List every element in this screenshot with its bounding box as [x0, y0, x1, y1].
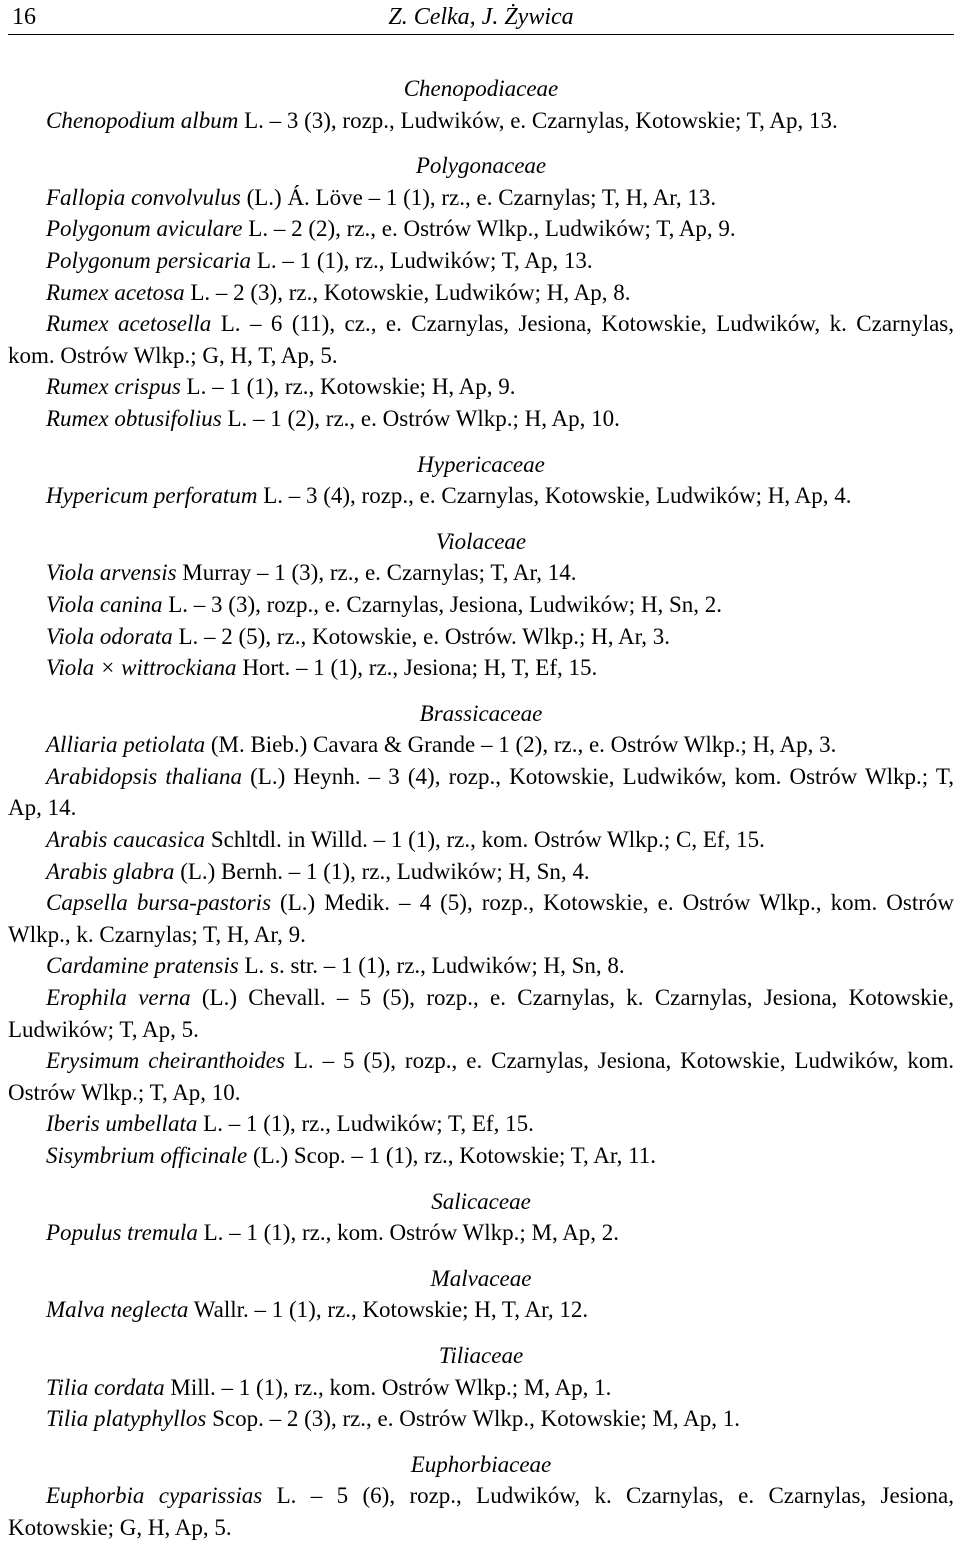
taxon-name: Polygonum persicaria	[46, 247, 252, 273]
entry-details: L. s. str. – 1 (1), rz., Ludwików; H, Sn, 8.	[238, 953, 625, 979]
species-entry	[8, 1294, 954, 1326]
entry-details: Schltdl. in Willd. – 1 (1), rz., kom. Ostrów Wlkp.; C, Ef, 15.	[205, 827, 765, 853]
entry-details: Wallr. – 1 (1), rz., Kotowskie; H, T, Ar, 12.	[188, 1297, 589, 1323]
taxon-name: Arabis caucasica	[46, 827, 206, 853]
taxon-name: Rumex obtusifolius	[46, 405, 222, 431]
entry-details: (L.) Chevall. – 5 (5), rozp., e. Czarnylas, k. Czarnylas, Jesiona, Kotowskie, Ludwików; T, Ap, 5.	[8, 985, 954, 1042]
taxon-name: Alliaria petiolata	[46, 732, 206, 758]
family-heading: Hypericaceae	[417, 451, 545, 477]
species-entry	[8, 1480, 954, 1543]
species-entry	[8, 308, 954, 371]
taxon-name: Hypericum perforatum	[46, 483, 258, 509]
taxon-name: Erophila verna	[46, 985, 191, 1011]
species-entry	[8, 480, 954, 512]
taxon-name: Rumex crispus	[46, 374, 181, 400]
entry-details: (L.) Medik. – 4 (5), rozp., Kotowskie, e. Ostrów Wlkp., kom. Ostrów Wlkp., k. Czarnylas; T, H, Ar, 9.	[8, 890, 954, 947]
species-entry	[8, 1140, 954, 1172]
page-number: 16	[12, 4, 36, 30]
taxon-name: Chenopodium album	[46, 107, 239, 133]
entry-details: L. – 2 (5), rz., Kotowskie, e. Ostrów. Wlkp.; H, Ar, 3.	[172, 623, 671, 649]
taxon-name: Tilia cordata	[46, 1374, 165, 1400]
taxon-name: Rumex acetosella	[46, 311, 212, 337]
entry-details: L. – 1 (1), rz., Ludwików; T, Ef, 15.	[197, 1111, 534, 1137]
species-entry	[8, 950, 954, 982]
family-heading: Salicaceae	[431, 1188, 531, 1214]
entry-details: L. – 1 (1), rz., Kotowskie; H, Ap, 9.	[180, 374, 516, 400]
entry-details: (L.) Bernh. – 1 (1), rz., Ludwików; H, Sn, 4.	[174, 858, 590, 884]
taxon-name: Erysimum cheiranthoides	[46, 1048, 285, 1074]
species-entry	[8, 729, 954, 761]
entry-details: Hort. – 1 (1), rz., Jesiona; H, T, Ef, 15.	[236, 655, 598, 681]
taxon-name: Rumex acetosa	[46, 279, 185, 305]
entry-details: (L.) Heynh. – 3 (4), rozp., Kotowskie, Ludwików, kom. Ostrów Wlkp.; T, Ap, 14.	[8, 763, 954, 821]
species-entry	[8, 403, 954, 435]
species-entry	[8, 557, 954, 589]
taxon-name: Viola × wittrockiana	[46, 655, 237, 681]
species-entry	[8, 1045, 954, 1108]
taxon-name: Arabis glabra	[46, 858, 175, 884]
entry-details: (M. Bieb.) Cavara & Grande – 1 (2), rz., e. Ostrów Wlkp.; H, Ap, 3.	[205, 732, 837, 758]
taxon-name: Populus tremula	[46, 1220, 198, 1246]
taxon-name: Cardamine pratensis	[46, 953, 239, 979]
entry-details: (L.) Scop. – 1 (1), rz., Kotowskie; T, Ar, 11.	[247, 1143, 656, 1168]
entry-details: L. – 6 (11), cz., e. Czarnylas, Jesiona, Kotowskie, Ludwików, k. Czarnylas, kom. Ostrów Wlkp.; G, H, T, Ap, 5.	[8, 311, 955, 368]
taxon-name: Viola canina	[46, 591, 163, 617]
species-entry	[8, 1108, 954, 1140]
taxon-name: Capsella bursa-pastoris	[46, 890, 272, 916]
species-entry	[8, 982, 954, 1045]
species-entry	[8, 824, 954, 856]
species-entry	[8, 105, 954, 137]
species-entry	[8, 213, 954, 245]
species-entry	[8, 887, 954, 950]
species-entry	[8, 652, 954, 684]
taxon-name: Viola arvensis	[46, 560, 177, 586]
family-heading: Euphorbiaceae	[410, 1451, 552, 1477]
species-entry	[8, 245, 954, 277]
taxon-name: Arabidopsis thaliana	[46, 763, 242, 789]
species-entry	[8, 371, 954, 403]
species-entry	[8, 761, 954, 824]
running-head	[8, 0, 954, 35]
taxon-name: Tilia platyphyllos	[46, 1406, 207, 1432]
species-list	[8, 73, 954, 1544]
entry-details: L. – 3 (4), rozp., e. Czarnylas, Kotowskie, Ludwików; H, Ap, 4.	[257, 483, 852, 509]
running-title: Z. Celka, J. Żywica	[388, 4, 574, 30]
species-entry	[8, 182, 954, 214]
entry-details: L. – 3 (3), rozp., e. Czarnylas, Jesiona, Ludwików; H, Sn, 2.	[162, 591, 723, 617]
family-heading: Violaceae	[435, 528, 527, 554]
entry-details: L. – 1 (1), rz., kom. Ostrów Wlkp.; M, Ap, 2.	[197, 1220, 620, 1246]
species-entry	[8, 1217, 954, 1249]
taxon-name: Iberis umbellata	[46, 1111, 198, 1137]
taxon-name: Fallopia convolvulus	[46, 184, 241, 210]
species-entry	[8, 621, 954, 653]
species-entry	[8, 277, 954, 309]
taxon-name: Viola odorata	[46, 623, 173, 649]
entry-details: L. – 3 (3), rozp., Ludwików, e. Czarnylas, Kotowskie; T, Ap, 13.	[238, 107, 838, 133]
entry-details: (L.) Á. Löve – 1 (1), rz., e. Czarnylas; T, H, Ar, 13.	[240, 184, 717, 210]
entry-details: Scop. – 2 (3), rz., e. Ostrów Wlkp., Kotowskie; M, Ap, 1.	[206, 1406, 741, 1432]
entry-details: L. – 5 (6), rozp., Ludwików, k. Czarnylas, e. Czarnylas, Jesiona, Kotowskie; G, H, Ap, 5.	[8, 1483, 954, 1540]
entry-details: L. – 1 (1), rz., Ludwików; T, Ap, 13.	[251, 247, 593, 273]
entry-details: L. – 2 (3), rz., Kotowskie, Ludwików; H, Ap, 8.	[184, 279, 631, 305]
entry-details: L. – 2 (2), rz., e. Ostrów Wlkp., Ludwików; T, Ap, 9.	[242, 216, 736, 242]
family-heading: Tiliaceae	[438, 1342, 524, 1368]
taxon-name: Sisymbrium officinale	[46, 1143, 248, 1168]
taxon-name: Malva neglecta	[46, 1297, 189, 1323]
family-heading: Brassicaceae	[419, 700, 543, 726]
entry-details: L. – 5 (5), rozp., e. Czarnylas, Jesiona, Kotowskie, Ludwików, kom. Ostrów Wlkp.; T, Ap, 10.	[8, 1048, 954, 1105]
species-entry	[8, 856, 954, 888]
species-entry	[8, 1403, 954, 1435]
family-heading: Chenopodiaceae	[403, 76, 559, 101]
entry-details: Murray – 1 (3), rz., e. Czarnylas; T, Ar, 14.	[176, 560, 577, 586]
species-entry	[8, 589, 954, 621]
entry-details: L. – 1 (2), rz., e. Ostrów Wlkp.; H, Ap, 10.	[221, 405, 620, 431]
family-heading: Malvaceae	[430, 1265, 532, 1291]
taxon-name: Euphorbia cyparissias	[46, 1483, 263, 1509]
entry-details: Mill. – 1 (1), rz., kom. Ostrów Wlkp.; M, Ap, 1.	[164, 1374, 612, 1400]
species-entry	[8, 1372, 954, 1404]
taxon-name: Polygonum aviculare	[46, 216, 243, 242]
family-heading: Polygonaceae	[415, 153, 547, 179]
